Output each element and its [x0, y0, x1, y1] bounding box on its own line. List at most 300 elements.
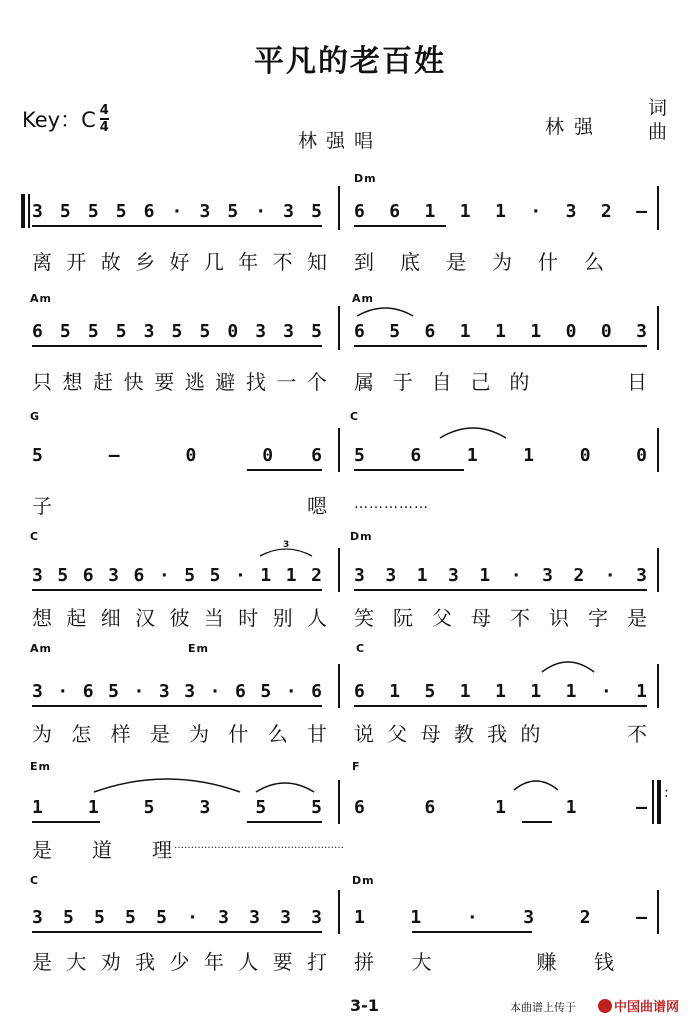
repeat-barline — [652, 780, 654, 824]
note: 1 — [479, 564, 491, 586]
note: 3 — [32, 200, 43, 222]
measure-1 — [32, 438, 322, 472]
lyric: 子 — [32, 493, 52, 518]
lyric: 嗯 — [307, 493, 327, 518]
measure-1 — [32, 674, 322, 708]
note: 3 — [255, 320, 267, 342]
note: 1 — [636, 680, 647, 702]
measure-2 — [354, 558, 647, 592]
note: 5 — [255, 796, 267, 818]
dot: · — [530, 200, 542, 222]
continuation-dots: …………… — [354, 496, 429, 512]
barline — [338, 890, 340, 934]
lyrics-half — [354, 490, 647, 518]
lyric: 人 — [307, 605, 327, 630]
lyric: 避 — [215, 369, 236, 394]
note: 5 — [184, 564, 196, 586]
note: 3 — [158, 680, 170, 702]
note-group — [262, 445, 322, 466]
lyric: 钱 — [594, 949, 614, 974]
lyrics-half — [354, 718, 647, 746]
lyric: 不 — [272, 249, 293, 274]
triplet-number: 3 — [283, 540, 291, 550]
time-signature — [100, 104, 109, 134]
chord-label: C — [30, 874, 40, 887]
lyric: 快 — [123, 369, 144, 394]
note: 3 — [311, 906, 322, 928]
tie-arc — [438, 422, 508, 440]
lyric: 什 — [228, 721, 249, 746]
underline — [522, 821, 552, 823]
staff-row-4 — [0, 530, 700, 640]
barline — [338, 664, 340, 708]
lyric: 属 — [354, 369, 374, 394]
dot: · — [171, 200, 183, 222]
underline — [412, 931, 532, 933]
lyric: 是 — [32, 949, 52, 974]
note: 3 — [283, 200, 294, 222]
barline — [657, 890, 659, 934]
lyric: 到 — [354, 249, 374, 274]
note: 3 — [249, 906, 260, 928]
note: 5 — [59, 200, 71, 222]
lyric: 赚 — [536, 949, 557, 974]
chord-label: Em — [188, 642, 209, 655]
note: 3 — [218, 906, 229, 928]
lyric: 想 — [62, 369, 83, 394]
underline — [354, 589, 647, 591]
lyric: 母 — [420, 721, 441, 746]
lyric: 什 — [538, 249, 558, 274]
lyric: 教 — [453, 721, 474, 746]
note: 0 — [262, 444, 274, 466]
note: 6 — [82, 564, 94, 586]
lyrics-line — [32, 718, 647, 746]
start-barline-thin — [28, 194, 30, 228]
note: 1 — [424, 200, 436, 222]
tie-arc — [540, 656, 596, 674]
measure-1 — [32, 558, 322, 592]
lyric: 拼 — [354, 949, 374, 974]
note: 1 — [354, 906, 365, 928]
lyric: 打 — [307, 949, 327, 974]
lyric: 不 — [510, 605, 530, 630]
note: 3 — [32, 906, 43, 928]
lyric: 细 — [100, 605, 121, 630]
page-number: 3-1 — [350, 996, 379, 1015]
note: 0 — [636, 444, 647, 466]
lyric: 个 — [306, 369, 327, 394]
lyric: 要 — [154, 369, 175, 394]
underline — [32, 225, 322, 227]
lyrics-half — [32, 246, 327, 274]
note: 5 — [389, 320, 401, 342]
lyrics-half — [32, 366, 327, 394]
note: 6 — [143, 200, 155, 222]
note: 0 — [579, 444, 591, 466]
lyric: 知 — [307, 249, 327, 274]
lyric: 日 — [626, 369, 647, 394]
lyric: 父 — [432, 605, 452, 630]
chord-label: C — [30, 530, 40, 543]
note: 6 — [354, 680, 365, 702]
start-barline — [21, 194, 25, 228]
barline — [657, 548, 659, 592]
lyric: 说 — [354, 721, 374, 746]
measure-1 — [32, 900, 322, 934]
underline — [247, 469, 322, 471]
dot: · — [158, 564, 170, 586]
dot: · — [255, 200, 267, 222]
time-bottom: 4 — [99, 120, 109, 135]
note: 6 — [354, 200, 365, 222]
note: 1 — [530, 680, 542, 702]
lyric: 己 — [470, 369, 491, 394]
note: 6 — [354, 320, 365, 342]
underline — [354, 225, 446, 227]
note: 3 — [108, 564, 119, 586]
note: 2 — [579, 906, 591, 928]
note: 6 — [82, 680, 94, 702]
dot: · — [600, 680, 612, 702]
lyric: 么 — [267, 721, 288, 746]
lyric: 自 — [431, 369, 452, 394]
note: 3 — [565, 200, 577, 222]
dot: · — [285, 680, 297, 702]
site-name[interactable]: 中国曲谱网 — [614, 1000, 680, 1015]
lyric: 想 — [32, 605, 52, 630]
note: 1 — [523, 444, 535, 466]
measure-2 — [354, 194, 647, 228]
note: 5 — [115, 200, 127, 222]
note: 6 — [311, 680, 322, 702]
note: 3 — [448, 564, 459, 586]
lyric: 怎 — [71, 721, 92, 746]
chord-label: Dm — [350, 530, 373, 543]
lyric: 道 — [92, 837, 112, 862]
continuation-dots: …………………………………………… — [174, 840, 344, 851]
note: 3 — [283, 320, 294, 342]
repeat-dots: : — [664, 785, 670, 801]
note: 2 — [573, 564, 585, 586]
underline — [247, 821, 322, 823]
note: 2 — [600, 200, 612, 222]
note: 1 — [459, 680, 471, 702]
lyrics-half — [354, 602, 647, 630]
underline — [32, 589, 322, 591]
upload-note: 本曲谱上传于 — [510, 1001, 576, 1014]
barline — [657, 664, 659, 708]
underline — [354, 705, 647, 707]
barline — [657, 428, 659, 472]
note: 1 — [410, 906, 422, 928]
measure-1 — [32, 314, 322, 348]
chord-label: C — [356, 642, 366, 655]
note: 6 — [424, 796, 436, 818]
site-logo[interactable] — [598, 996, 679, 1015]
note: 1 — [459, 200, 471, 222]
measure-2 — [354, 900, 647, 934]
dot: · — [133, 680, 145, 702]
dot: · — [466, 906, 478, 928]
time-top: 4 — [99, 103, 109, 118]
tie-arc — [355, 302, 415, 318]
note: 5 — [115, 320, 127, 342]
chord-label: Dm — [352, 874, 375, 887]
note: 1 — [495, 200, 506, 222]
underline — [354, 469, 464, 471]
underline — [32, 821, 100, 823]
staff-row-6 — [0, 758, 700, 868]
note: 5 — [59, 320, 71, 342]
barline — [338, 186, 340, 230]
note: 6 — [424, 320, 436, 342]
barline — [657, 306, 659, 350]
note: 0 — [185, 444, 197, 466]
staff-row-2 — [0, 292, 700, 402]
note: 5 — [125, 906, 136, 928]
note: 1 — [495, 796, 506, 818]
song-title: 平凡的老百姓 — [254, 44, 446, 79]
key-label: Key：C — [22, 108, 96, 132]
lyric: 大 — [66, 949, 87, 974]
note: 1 — [495, 320, 506, 342]
lyric: 汉 — [135, 605, 156, 630]
composer-credit: 林强 — [545, 116, 604, 138]
chord-label: Am — [30, 292, 52, 305]
lyrics-half — [32, 718, 327, 746]
lyric: 是 — [627, 605, 647, 630]
note: 6 — [133, 564, 145, 586]
chord-label: Em — [30, 760, 51, 773]
note: 1 — [495, 680, 506, 702]
note: 5 — [87, 200, 99, 222]
lyrics-half — [32, 946, 327, 974]
lyric: 乡 — [135, 249, 156, 274]
barline — [338, 780, 340, 824]
barline — [657, 186, 659, 230]
lyric: 为 — [492, 249, 512, 274]
dash: — — [636, 796, 647, 818]
note: 1 — [87, 796, 99, 818]
logo-icon — [598, 999, 612, 1013]
note: 0 — [227, 320, 239, 342]
lyric: 我 — [135, 949, 156, 974]
lyrics-half — [354, 946, 614, 974]
note: 3 — [32, 564, 43, 586]
note: 3 — [280, 906, 291, 928]
lyric: 理 — [152, 837, 172, 862]
note: 3 — [636, 320, 647, 342]
note: 3 — [385, 564, 397, 586]
lyricist-role: 词 — [648, 97, 668, 119]
note: 5 — [227, 200, 239, 222]
note: 5 — [171, 320, 183, 342]
dot: · — [235, 564, 246, 586]
lyric: 找 — [245, 369, 266, 394]
underline — [32, 705, 322, 707]
lyric: 阮 — [393, 605, 413, 630]
chord-label: Am — [30, 642, 52, 655]
lyric: 只 — [32, 369, 52, 394]
note: 3 — [542, 564, 553, 586]
lyric: 年 — [238, 249, 259, 274]
singer-credit: 林强唱 — [298, 130, 383, 152]
note: 6 — [235, 680, 246, 702]
lyric: 识 — [549, 605, 569, 630]
lyric: 我 — [487, 721, 508, 746]
lyric: 开 — [66, 249, 87, 274]
chord-label: C — [350, 410, 360, 423]
dot: · — [604, 564, 616, 586]
measure-1 — [32, 194, 322, 228]
lyric: 逃 — [184, 369, 205, 394]
lyric: 彼 — [169, 605, 190, 630]
composer-role: 曲 — [648, 121, 668, 143]
dot: · — [187, 906, 198, 928]
note: 5 — [354, 444, 365, 466]
lyric: 人 — [238, 949, 259, 974]
note: 3 — [32, 680, 43, 702]
dot: · — [57, 680, 69, 702]
note: 1 — [459, 320, 471, 342]
note: 3 — [199, 200, 211, 222]
dash: — — [636, 906, 647, 928]
lyric: 劝 — [100, 949, 121, 974]
lyrics-half — [354, 366, 647, 394]
dot: · — [510, 564, 522, 586]
lyrics-line — [32, 366, 647, 394]
lyrics-half — [32, 602, 327, 630]
note: 3 — [184, 680, 196, 702]
note: 6 — [32, 320, 43, 342]
lyric: 大 — [411, 949, 432, 974]
note: 6 — [354, 796, 365, 818]
staff-row-3 — [0, 410, 700, 520]
lyrics-half — [32, 490, 327, 518]
note: 5 — [57, 564, 69, 586]
dot: · — [209, 680, 221, 702]
dash: — — [636, 200, 647, 222]
note: 3 — [143, 320, 155, 342]
measure-2 — [354, 438, 647, 472]
lyrics-line — [32, 834, 647, 862]
lyric: 于 — [392, 369, 413, 394]
staff-row-5 — [0, 642, 700, 752]
chord-label: F — [352, 760, 361, 773]
lyric: 故 — [100, 249, 121, 274]
note: 5 — [209, 564, 221, 586]
note: 1 — [389, 680, 401, 702]
lyric: 时 — [238, 605, 259, 630]
lyric: 起 — [66, 605, 87, 630]
dash: — — [108, 444, 120, 466]
underline — [354, 345, 647, 347]
lyrics-half — [32, 834, 172, 862]
lyric: 几 — [203, 249, 224, 274]
note: 5 — [311, 796, 322, 818]
role-label — [648, 96, 667, 144]
lyric: 是 — [149, 721, 170, 746]
note: 1 — [565, 796, 577, 818]
note: 1 — [530, 320, 542, 342]
note: 3 — [523, 906, 535, 928]
note: 6 — [311, 444, 322, 466]
lyrics-line — [32, 946, 647, 974]
lyric: 么 — [584, 249, 604, 274]
lyric: 样 — [110, 721, 131, 746]
lyric: 为 — [189, 721, 210, 746]
note: 1 — [565, 680, 577, 702]
staff-row-7 — [0, 872, 700, 982]
repeat-barline-thick — [657, 780, 661, 824]
note: 5 — [199, 320, 211, 342]
lyrics-line — [32, 490, 647, 518]
lyric: 少 — [169, 949, 190, 974]
note: 2 — [311, 564, 322, 586]
lyric: 是 — [32, 837, 52, 862]
lyrics-line — [32, 246, 647, 274]
lyric: 为 — [32, 721, 52, 746]
lyric: 甘 — [306, 721, 327, 746]
note: 0 — [600, 320, 612, 342]
measure-2 — [354, 790, 647, 824]
note: 5 — [108, 680, 119, 702]
note: 1 — [32, 796, 43, 818]
lyric: 要 — [272, 949, 293, 974]
note: 5 — [156, 906, 167, 928]
lyric: 当 — [203, 605, 224, 630]
note: 5 — [424, 680, 436, 702]
lyrics-line — [32, 602, 647, 630]
lyrics-half — [354, 246, 604, 274]
measure-2 — [354, 674, 647, 708]
note: 5 — [311, 320, 322, 342]
note: 5 — [143, 796, 155, 818]
underline — [32, 931, 322, 933]
barline — [338, 548, 340, 592]
underline — [32, 345, 322, 347]
note: 5 — [87, 320, 99, 342]
note: 3 — [636, 564, 647, 586]
note: 1 — [466, 444, 478, 466]
lyric: 字 — [588, 605, 608, 630]
lyric: 不 — [626, 721, 647, 746]
lyric: 别 — [272, 605, 293, 630]
lyric: 底 — [400, 249, 420, 274]
lyric: 笑 — [354, 605, 374, 630]
chord-label: Dm — [354, 172, 377, 185]
measure-2 — [354, 314, 647, 348]
chord-label: G — [30, 410, 41, 423]
note: 5 — [32, 444, 43, 466]
lyric: 母 — [471, 605, 491, 630]
note: 5 — [260, 680, 272, 702]
note: 6 — [410, 444, 422, 466]
lyric: 父 — [387, 721, 408, 746]
note: 1 — [260, 564, 272, 586]
note: 5 — [63, 906, 74, 928]
note: 5 — [311, 200, 322, 222]
note: 5 — [94, 906, 105, 928]
lyric: 的 — [520, 721, 541, 746]
lyric: 离 — [32, 249, 52, 274]
barline — [338, 306, 340, 350]
barline — [338, 428, 340, 472]
lyric: 一 — [276, 369, 297, 394]
measure-1 — [32, 790, 322, 824]
note: 3 — [354, 564, 365, 586]
